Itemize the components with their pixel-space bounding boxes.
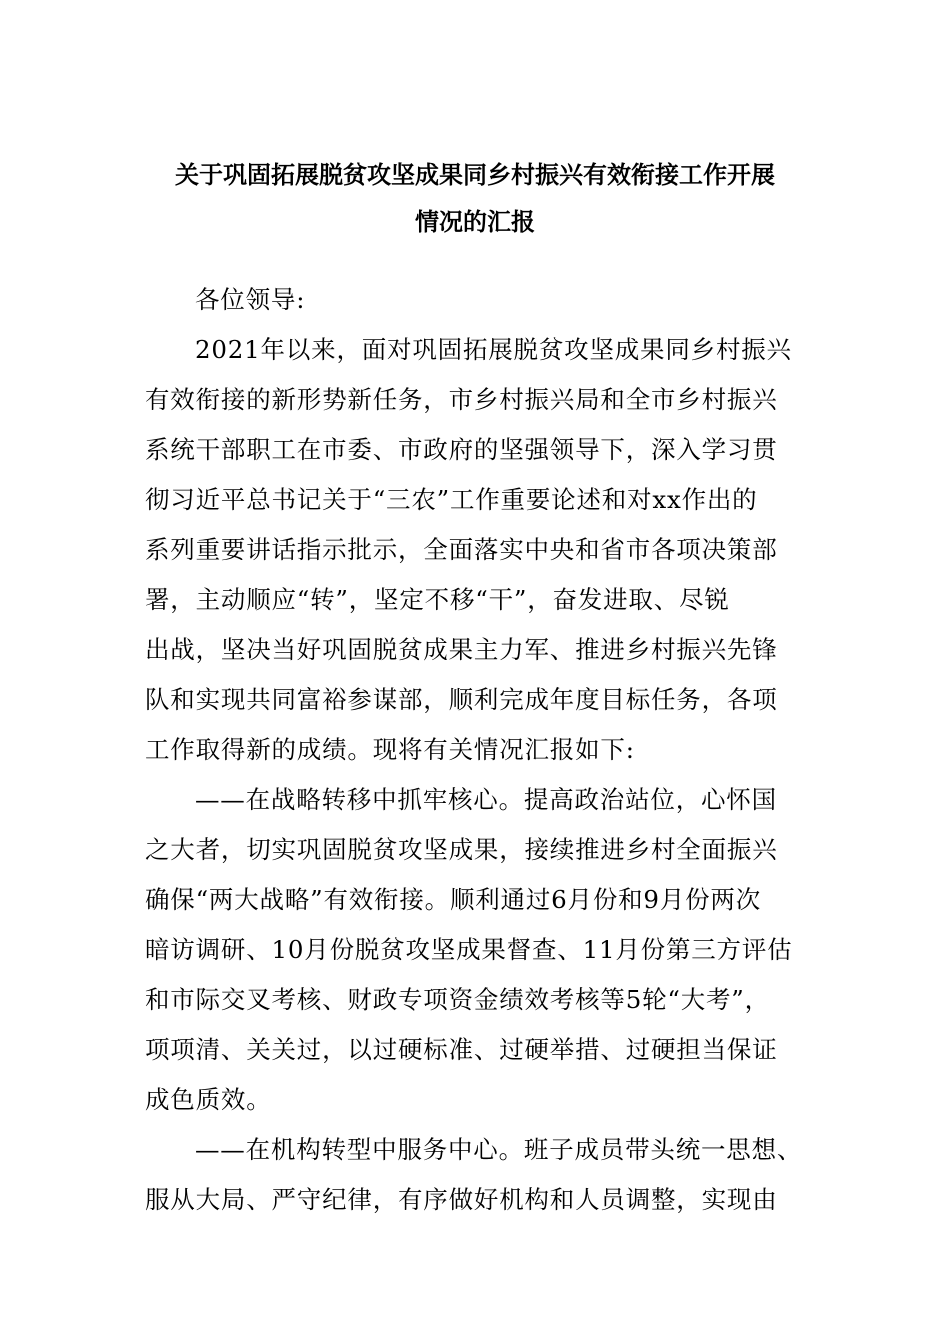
document-title-line-2: 情况的汇报: [415, 207, 535, 236]
paragraph-line: 队和实现共同富裕参谋部，顺利完成年度目标任务，各项: [145, 685, 778, 714]
paragraph-line: 暗访调研、10月份脱贫攻坚成果督查、11月份第三方评估: [145, 935, 793, 964]
document-title-line-1: 关于巩固拓展脱贫攻坚成果同乡村振兴有效衔接工作开展: [175, 160, 775, 189]
paragraph-line: 出战，坚决当好巩固脱贫成果主力军、推进乡村振兴先锋: [145, 635, 778, 664]
paragraph-line: 有效衔接的新形势新任务，市乡村振兴局和全市乡村振兴: [145, 385, 778, 414]
paragraph-line: 2021年以来，面对巩固拓展脱贫攻坚成果同乡村振兴: [195, 335, 792, 364]
salutation: 各位领导:: [195, 285, 306, 314]
paragraph-line: 和市际交叉考核、财政专项资金绩效考核等5轮“大考”，: [145, 985, 770, 1014]
paragraph-line: 工作取得新的成绩。现将有关情况汇报如下:: [145, 735, 635, 764]
paragraph-line: 成色质效。: [145, 1085, 272, 1114]
paragraph-line: ——在机构转型中服务中心。班子成员带头统一思想、: [195, 1135, 803, 1164]
paragraph-line: 彻习近平总书记关于“三农”工作重要论述和对xx作出的: [145, 485, 758, 514]
paragraph-line: ——在战略转移中抓牢核心。提高政治站位，心怀国: [195, 785, 777, 814]
paragraph-line: 系统干部职工在市委、市政府的坚强领导下，深入学习贯: [145, 435, 778, 464]
paragraph-line: 署，主动顺应“转”，坚定不移“干”，奋发进取、尽锐: [145, 585, 730, 614]
paragraph-line: 系列重要讲话指示批示，全面落实中央和省市各项决策部: [145, 535, 778, 564]
paragraph-line: 之大者，切实巩固脱贫攻坚成果，接续推进乡村全面振兴: [145, 835, 778, 864]
paragraph-line: 服从大局、严守纪律，有序做好机构和人员调整，实现由: [145, 1185, 778, 1214]
paragraph-line: 项项清、关关过，以过硬标准、过硬举措、过硬担当保证: [145, 1035, 778, 1064]
paragraph-line: 确保“两大战略”有效衔接。顺利通过6月份和9月份两次: [145, 885, 762, 914]
